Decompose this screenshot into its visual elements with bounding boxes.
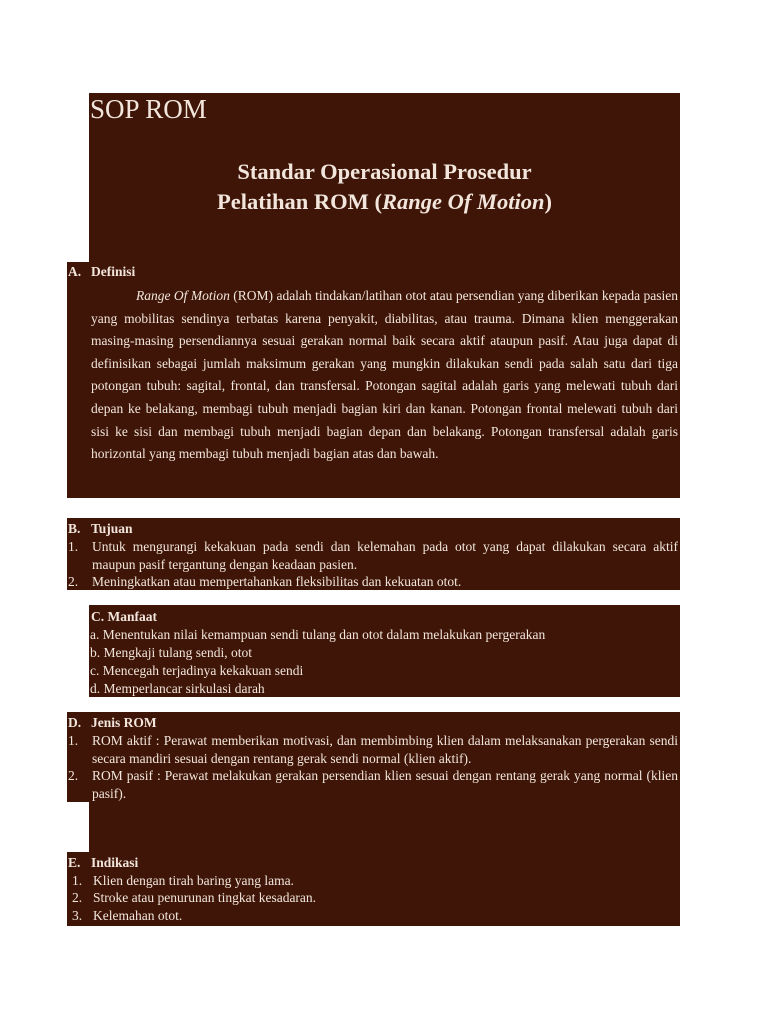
heading-prefix: Pelatihan ROM ( <box>216 189 382 214</box>
manfaat-item-d: d. Memperlancar sirkulasi darah <box>90 681 265 696</box>
section-e-title: Indikasi <box>91 855 139 870</box>
section-e-letter: E. <box>68 855 81 870</box>
section-d-title: Jenis ROM <box>91 715 157 730</box>
section-d-letter: D. <box>68 715 82 730</box>
jenis-item-1: ROM aktif : Perawat memberikan motivasi, dan membimbing klien dalam melaksanakan pergerakan sendi secara mandiri sesuai dengan rentang gerak sendi normal (klien aktif). <box>92 733 678 766</box>
manfaat-item-a: a. Menentukan nilai kemampuan sendi tulang dan otot dalam melakukan pergerakan <box>90 627 546 642</box>
section-c-title: C. Manfaat <box>91 609 157 624</box>
section-a-title: Definisi <box>91 264 136 279</box>
section-a-letter: A. <box>68 264 82 279</box>
indikasi-num-3: 3. <box>72 908 83 923</box>
document-title: SOP ROM <box>90 94 207 124</box>
tujuan-item-2: Meningkatkan atau mempertahankan fleksibilitas dan kekuatan otot. <box>92 574 462 589</box>
definisi-text: (ROM) adalah tindakan/latihan otot atau persendian yang diberikan kepada pasien yang mobilitas sendinya terbatas karena penyakit, diabilitas, atau trauma. Dimana klien menggerakan masing-masing persendiannya sesuai gerakan normal baik secara aktif ataupun pasif. Atau juga dapat di definisikan sebagai jumlah maksimum gerakan yang mungkin dilakukan sendi pada salah satu dari tiga potongan tubuh: sagital, frontal, dan transfersal. Potongan sagital adalah garis yang melewati tubuh dari depan ke belakang, membagi tubuh menjadi bagian kiri dan kanan. Potongan frontal melewati tubuh dari sisi ke sisi dan membagi tubuh menjadi bagian depan dan belakang. Potongan transfersal adalah garis horizontal yang membagi tubuh menjadi bagian atas dan bawah. <box>91 288 678 462</box>
indikasi-item-2: Stroke atau penurunan tingkat kesadaran. <box>93 890 317 905</box>
jenis-num-1: 1. <box>68 733 79 748</box>
spacer-block <box>89 800 680 852</box>
section-b-title: Tujuan <box>91 521 133 536</box>
manfaat-item-c: c. Mencegah terjadinya kekakuan sendi <box>90 663 304 678</box>
heading-suffix: ) <box>544 189 552 214</box>
jenis-item-2: ROM pasif : Perawat melakukan gerakan persendian klien sesuai dengan rentang gerak yang normal (klien pasif). <box>92 768 678 801</box>
definisi-paragraph <box>91 285 678 466</box>
heading-line-2 <box>89 187 680 217</box>
heading-line-1: Standar Operasional Prosedur <box>237 159 532 184</box>
jenis-num-2: 2. <box>68 768 79 783</box>
section-b-letter: B. <box>68 521 81 536</box>
tujuan-num-2: 2. <box>68 574 79 589</box>
manfaat-item-b: b. Mengkaji tulang sendi, otot <box>90 645 252 660</box>
tujuan-num-1: 1. <box>68 539 79 554</box>
heading-italic: Range Of Motion <box>381 189 545 214</box>
definisi-lead: Range Of Motion <box>136 288 230 303</box>
tujuan-item-1: Untuk mengurangi kekakuan pada sendi dan kelemahan pada otot yang dapat dilakukan secara aktif maupun pasif tergantung dengan keadaan pasien. <box>92 539 678 572</box>
indikasi-item-3: Kelemahan otot. <box>93 908 183 923</box>
indikasi-num-2: 2. <box>72 890 83 905</box>
indikasi-num-1: 1. <box>72 873 83 888</box>
indikasi-item-1: Klien dengan tirah baring yang lama. <box>93 873 294 888</box>
